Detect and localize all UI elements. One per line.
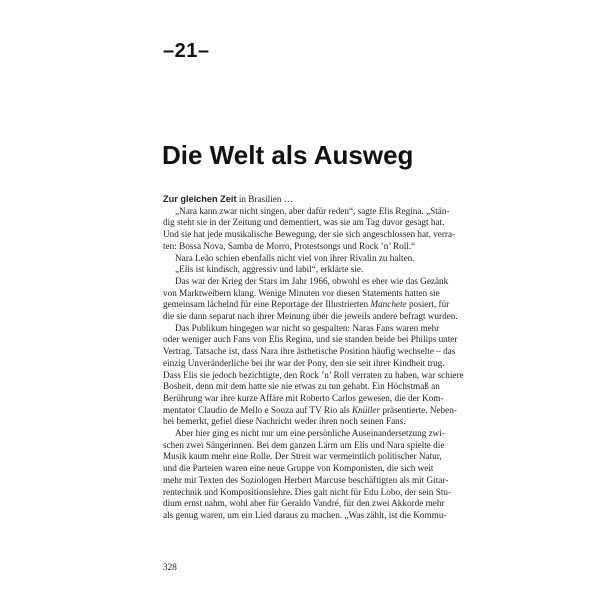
page-number: 328 bbox=[163, 562, 177, 572]
text-line: Vertrag. Tatsache ist, dass Nara ihre ästhetische Position häufig wechselte – das bbox=[163, 346, 456, 357]
body-text bbox=[163, 194, 464, 522]
text-line: Nara Leão schien ebenfalls nicht viel von ihrer Rivalin zu halten. bbox=[175, 252, 415, 263]
text-line: mehr mit Texten des Soziologen Herbert Marcuse beschäftigten als mit Gitar- bbox=[163, 474, 449, 485]
text-line: Dass Elis sie jedoch bezichtigte, den Rock ’n’ Roll verraten zu haben, war schiere bbox=[163, 369, 464, 380]
text-line: „Nara kann zwar nicht singen, aber dafür reden“, sagte Elis Regina. „Stän- bbox=[175, 205, 450, 216]
text-line: dig steht sie in der Zeitung und dementiert, was sie am Tag davor gesagt hat. bbox=[163, 217, 445, 228]
text-line: bei bemerkt, gefiel diese Nachricht weder ihren noch seinen Fans. bbox=[163, 416, 406, 427]
lead-bold: Zur gleichen Zeit bbox=[163, 194, 237, 204]
text-line: mentator Claudio de Mello e Souza auf TV Rio als Knüller präsentierte. Neben- bbox=[163, 404, 457, 415]
chapter-number: –21– bbox=[163, 40, 210, 62]
text-line: die sie dann separat nach ihrer Meinung über die jeweils andere befragt wurden. bbox=[163, 311, 458, 322]
text-line: rentechnik und Kompositionslehre. Dies galt nicht für Edu Lobo, der sein Stu- bbox=[163, 486, 452, 497]
paragraph-lines bbox=[163, 205, 464, 522]
text-line: Das Publikum hingegen war nicht so gespalten: Naras Fans waren mehr bbox=[175, 322, 440, 333]
lead-line bbox=[163, 194, 433, 206]
text-line: einzig Unveränderliche bei ihr war der Pony, den sie seit ihrer Kindheit trug. bbox=[163, 357, 445, 368]
text-line: Berührung war ihre kurze Affäre mit Roberto Carlos gewesen, die der Kom- bbox=[163, 392, 444, 403]
text-line: Das war der Krieg der Stars im Jahr 1966, obwohl es eher wie das Gezänk bbox=[175, 275, 449, 286]
text-line: Bosheit, denn mit dem hatte sie nie etwas zu tun gehabt. Ein Höchstmaß an bbox=[163, 381, 440, 392]
text-line: von Marktweibern klang. Wenige Minuten vor diesen Statements hatten sie bbox=[163, 287, 440, 298]
text-line: als genug waren, um ein Lied daraus zu machen. „Was zählt, ist die Kommu- bbox=[163, 509, 447, 520]
text-line: schen zwei Sängerinnen. Bei dem ganzen Lärm um Elis und Nara spielte die bbox=[163, 439, 445, 450]
text-line: ten: Bossa Nova, Samba de Morro, Protestsongs und Rock ’n’ Roll.“ bbox=[163, 240, 416, 251]
text-line: oder weniger auch Fans von Elis Regina, und sie standen beide bei Philips unter bbox=[163, 334, 458, 345]
text-line: gemeinsam lächelnd für eine Reportage der Illustrierten Manchete posiert, für bbox=[163, 299, 450, 310]
chapter-title: Die Welt als Ausweg bbox=[162, 140, 414, 170]
lead-rest: in Brasilien … bbox=[236, 194, 293, 204]
text-line: Musik kaum mehr eine Rolle. Der Streit war vermeintlich politischer Natur, bbox=[163, 451, 442, 462]
text-line: Aber hier ging es nicht nur um eine persönliche Auseinandersetzung zwi- bbox=[175, 428, 445, 439]
text-line: „Elis ist kindisch, aggressiv und labil“, erklärte sie. bbox=[175, 264, 364, 275]
text-line: und die Parteien waren eine neue Gruppe von Komponisten, die sich weit bbox=[163, 463, 434, 474]
text-line: dium ernst nahm, wohl aber für Geraldo Vandré, für den zwei Akkorde mehr bbox=[163, 498, 445, 509]
text-line: Und sie hat jede musikalische Bewegung, der sie sich angeschlossen hat, verra- bbox=[163, 229, 456, 240]
